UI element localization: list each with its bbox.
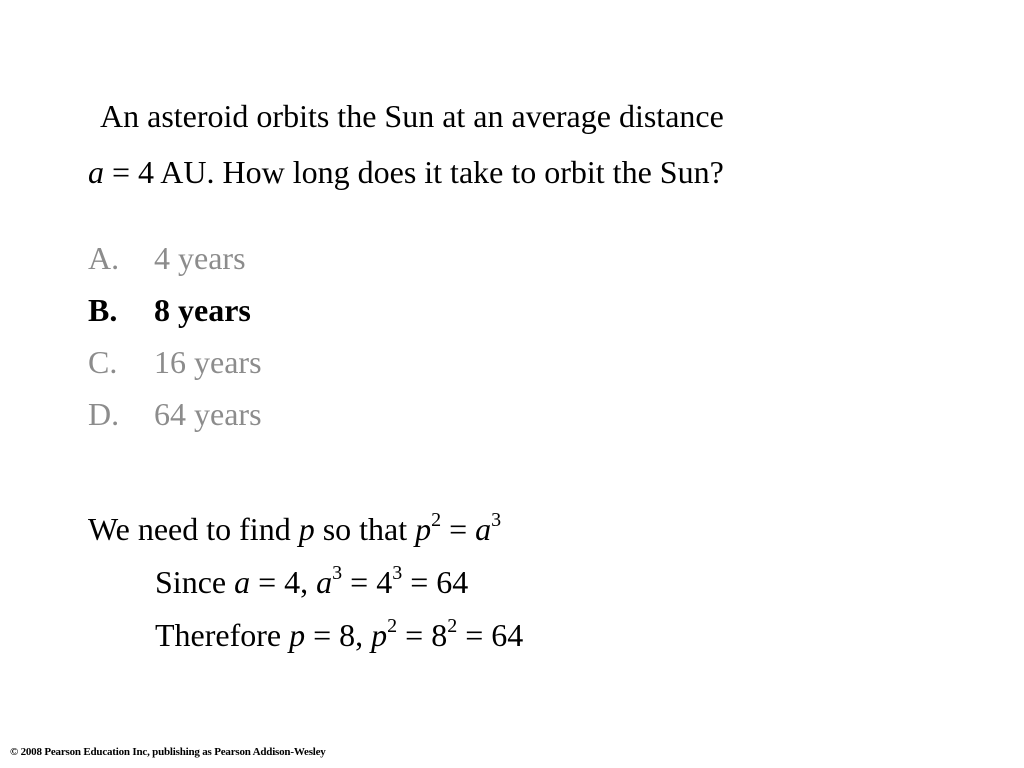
copyright-footer: © 2008 Pearson Education Inc, publishing as Pearson Addison-Wesley <box>10 746 326 758</box>
choice-letter: B. <box>88 292 118 328</box>
choice-letter: D. <box>88 396 120 432</box>
variable-a: a <box>475 511 492 547</box>
choice-text: 8 years <box>154 292 251 328</box>
choice-b-correct <box>88 284 262 336</box>
text: = 64 <box>402 564 469 600</box>
choice-letter: A. <box>88 240 120 276</box>
text: Since <box>155 564 235 600</box>
exponent: 3 <box>491 509 502 532</box>
exponent: 2 <box>431 509 442 532</box>
question-line-2 <box>88 144 948 200</box>
solution-therefore <box>88 609 523 662</box>
choice-text: 4 years <box>154 240 246 276</box>
variable-p: p <box>371 617 388 653</box>
choice-text: 64 years <box>154 396 262 432</box>
choice-letter: C. <box>88 344 118 380</box>
text: = 4 <box>342 564 393 600</box>
text: = <box>441 511 476 547</box>
solution-since <box>88 556 523 609</box>
text: = 8, <box>305 617 372 653</box>
text: so that <box>314 511 416 547</box>
question-line-1: An asteroid orbits the Sun at an average distance <box>100 98 724 134</box>
choice-c <box>88 336 262 388</box>
answer-choices <box>88 232 262 440</box>
text: Therefore <box>155 617 290 653</box>
text: = 4, <box>250 564 317 600</box>
text: We need to find <box>88 511 299 547</box>
exponent: 3 <box>332 562 343 585</box>
exponent: 2 <box>387 615 398 638</box>
choice-text: 16 years <box>154 344 262 380</box>
variable-a: a <box>316 564 333 600</box>
question-line-2-text: = 4 AU. How long does it take to orbit the Sun? <box>104 154 724 190</box>
choice-a <box>88 232 262 284</box>
solution <box>88 503 523 662</box>
text: = 64 <box>457 617 524 653</box>
exponent: 2 <box>447 615 458 638</box>
variable-a: a <box>88 154 104 190</box>
text: = 8 <box>397 617 448 653</box>
choice-d <box>88 388 262 440</box>
variable-p: p <box>415 511 432 547</box>
variable-p: p <box>289 617 306 653</box>
question-text <box>88 88 948 200</box>
variable-a: a <box>234 564 251 600</box>
exponent: 3 <box>392 562 403 585</box>
solution-intro <box>88 503 523 556</box>
variable-p: p <box>298 511 315 547</box>
